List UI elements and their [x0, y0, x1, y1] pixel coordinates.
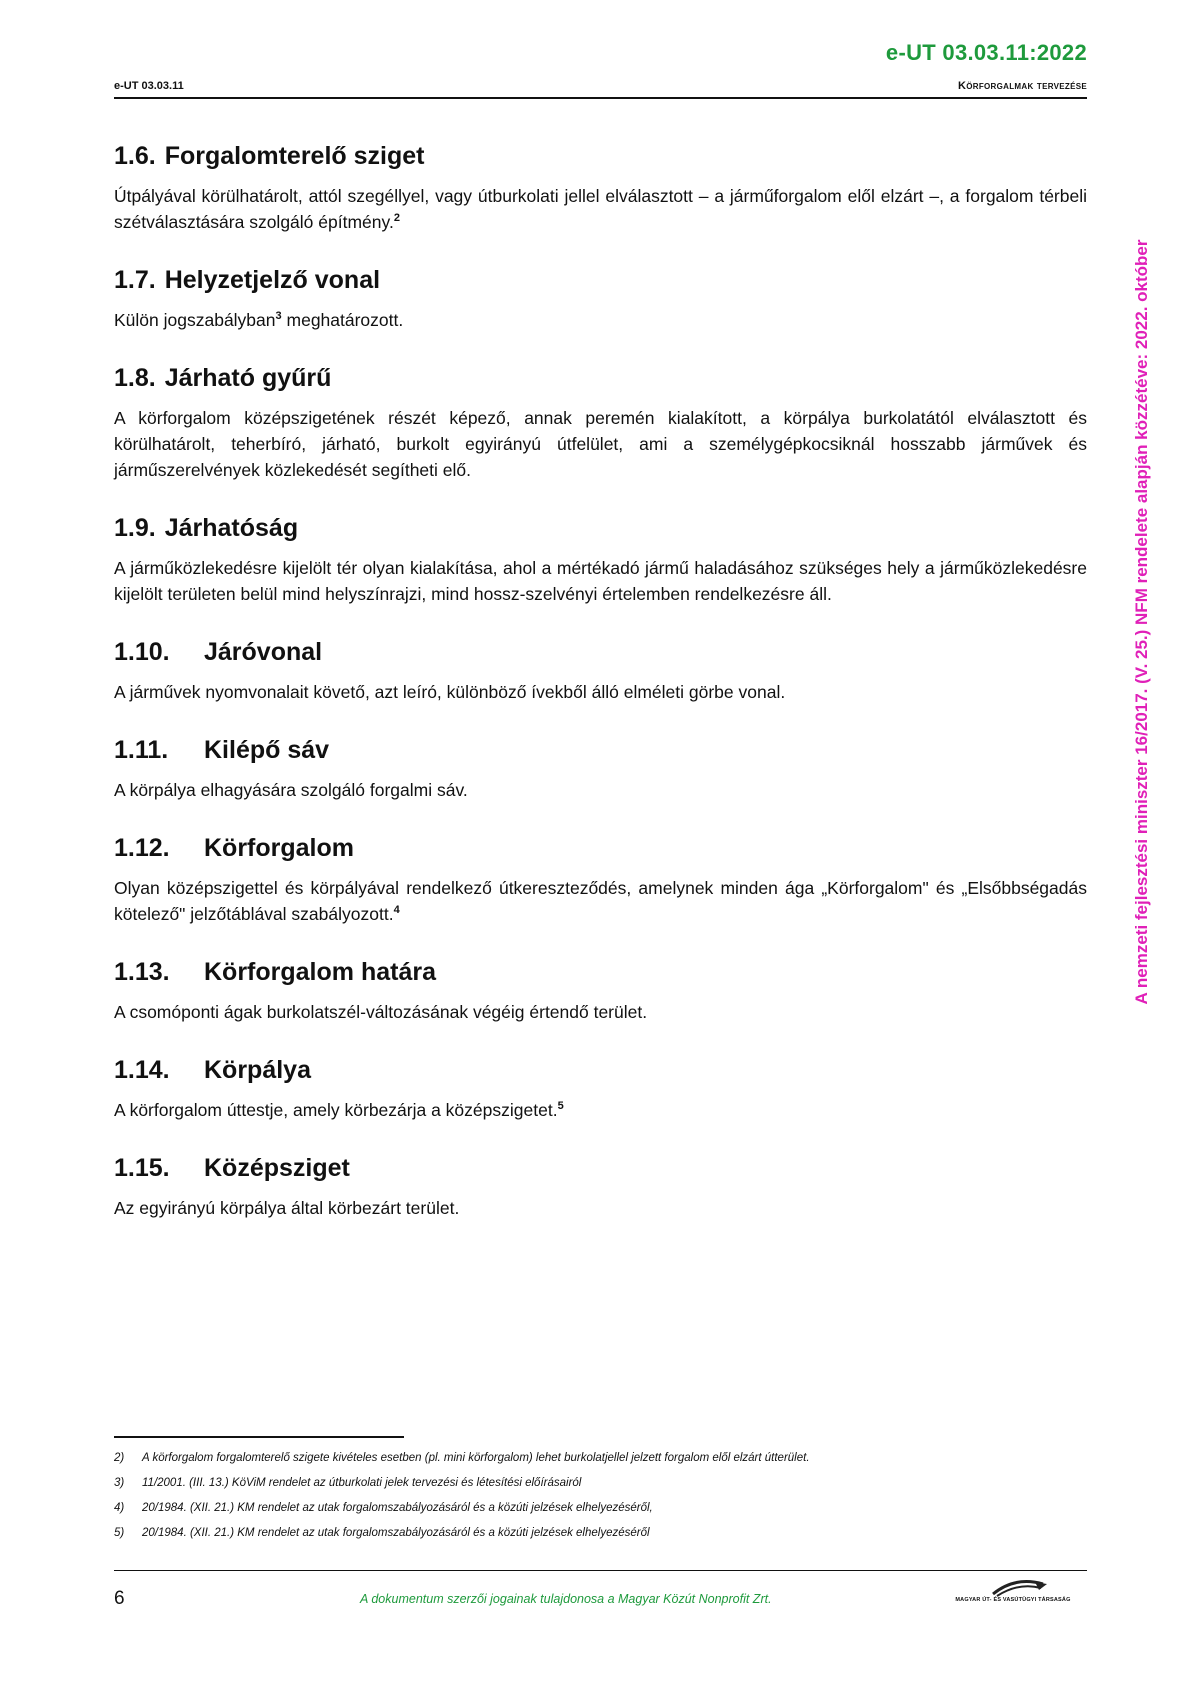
society-logo-icon [935, 1574, 1091, 1614]
footnote-ref[interactable]: 5 [557, 1100, 564, 1112]
section-number: 1.10. [114, 638, 170, 666]
section [114, 362, 1087, 483]
footnotes [114, 1446, 1094, 1546]
section [114, 1152, 1087, 1221]
document-code: e-UT 03.03.11:2022 [885, 40, 1087, 65]
footer-rule [114, 1570, 1087, 1571]
page-number: 6 [114, 1588, 125, 1609]
section [114, 832, 1087, 927]
footnote [114, 1471, 1094, 1496]
section-heading [114, 512, 1087, 544]
section [114, 734, 1087, 803]
footnote [114, 1521, 1094, 1546]
section [114, 1054, 1087, 1123]
section [114, 512, 1087, 607]
footnote [114, 1446, 1094, 1471]
section-body: A körpálya elhagyására szolgáló forgalmi sáv. [114, 780, 468, 800]
section-number: 1.8. [114, 364, 156, 392]
section-heading [114, 734, 1087, 766]
footnote-ref[interactable]: 3 [275, 310, 282, 322]
section-heading [114, 832, 1087, 864]
footnote-number: 3) [114, 1477, 125, 1489]
footnote-ref[interactable]: 2 [393, 212, 400, 224]
footnote-text: 11/2001. (III. 13.) KöViM rendelet az útburkolati jelek tervezési és létesítési előírásairól [142, 1477, 582, 1489]
section-number: 1.15. [114, 1154, 170, 1182]
section-heading [114, 362, 1087, 394]
footnote-text: A körforgalom forgalomterelő szigete kivételes esetben (pl. mini körforgalom) lehet burkolatjellel jelzett forgalom elől elzárt útterület. [142, 1452, 810, 1464]
header-rule [114, 97, 1087, 99]
footnote-text: 20/1984. (XII. 21.) KM rendelet az utak forgalomszabályozásáról és a közúti jelzések elhelyezéséről, [142, 1502, 653, 1514]
section-title: Helyzetjelző vonal [164, 266, 381, 294]
footnote-number: 4) [114, 1502, 125, 1514]
section-body: A csomóponti ágak burkolatszél-változásának végéig értendő terület. [114, 1002, 648, 1022]
section-title: Forgalomterelő sziget [164, 142, 425, 170]
section-number: 1.7. [114, 266, 156, 294]
section-body: A járműközlekedésre kijelölt tér olyan kialakítása, ahol a mértékadó jármű haladásához szükséges hely a járműközlekedésre kijelölt területen belül mind helyszínrajzi, mind hossz-szelvényi értelemben rendelkezésre áll. [114, 558, 1087, 604]
section-text: Útpályával körülhatárolt, attól szegéllyel, vagy útburkolati jellel elválasztott – a járműforgalom elől elzárt –, a forgalom térbeli szétválasztására szolgáló építmény. [114, 186, 1087, 232]
section-heading [114, 636, 1087, 668]
section-heading [114, 956, 1087, 988]
section [114, 140, 1087, 235]
section-body: Az egyirányú körpálya által körbezárt terület. [114, 1198, 460, 1218]
content [114, 140, 1087, 1250]
section-number: 1.9. [114, 514, 156, 542]
section-body [114, 875, 1087, 927]
section-text: Külön jogszabályban [114, 310, 276, 330]
section-heading [114, 1152, 1087, 1184]
section-title: Kilépő sáv [204, 736, 330, 764]
section [114, 264, 1087, 333]
logo-text: MAGYAR ÚT- ÉS VASÚTÜGYI TÁRSASÁG [955, 1597, 1071, 1603]
section-number: 1.11. [114, 736, 169, 764]
section-title: Járható gyűrű [164, 364, 332, 392]
footnote-separator [114, 1436, 404, 1438]
section [114, 636, 1087, 705]
footnote-number: 2) [114, 1452, 125, 1464]
section-heading [114, 1054, 1087, 1086]
section-number: 1.14. [114, 1056, 170, 1084]
copyright-notice: A dokumentum szerzői jogainak tulajdonosa a Magyar Közút Nonprofit Zrt. [360, 1592, 772, 1606]
section-body: A körforgalom középszigetének részét képező, annak peremén kialakított, a körpálya burkolatától elválasztott és körülhatárolt, teherbíró, járható, burkolt egyirányú útfelület, ami a személygépkocsiknál hosszabb járművek és járműszerelvények közlekedését segítheti elő. [114, 408, 1087, 480]
section-number: 1.6. [114, 142, 156, 170]
section-title: Körforgalom [204, 834, 354, 862]
section-title: Körpálya [204, 1056, 311, 1084]
section-body [114, 1097, 1087, 1123]
section-body: A járművek nyomvonalait követő, azt leíró, különböző ívekből álló elméleti görbe vonal. [114, 682, 786, 702]
footnote-number: 5) [114, 1527, 125, 1539]
header-left-code: e-UT 03.03.11 [114, 80, 184, 92]
section-title: Járóvonal [204, 638, 323, 666]
section-number: 1.12. [114, 834, 170, 862]
section-text-after: meghatározott. [281, 310, 404, 330]
section-text: A körforgalom úttestje, amely körbezárja a középszigetet. [114, 1100, 558, 1120]
section-body [114, 307, 1087, 333]
header-chapter-title: Körforgalmak tervezése [957, 80, 1087, 92]
section-title: Járhatóság [164, 514, 299, 542]
section-number: 1.13. [114, 958, 170, 986]
section-body [114, 183, 1087, 235]
section [114, 956, 1087, 1025]
section-title: Körforgalom határa [204, 958, 436, 986]
footnote-text: 20/1984. (XII. 21.) KM rendelet az utak forgalomszabályozásáról és a közúti jelzések elhelyezéséről [142, 1527, 650, 1539]
section-heading [114, 140, 1087, 172]
section-heading [114, 264, 1087, 296]
footnote [114, 1496, 1094, 1521]
section-title: Középsziget [204, 1154, 350, 1182]
footnote-ref[interactable]: 4 [393, 904, 400, 916]
publication-notice: A nemzeti fejlesztési miniszter 16/2017. (V. 25.) NFM rendelete alapján közzétéve: 2022. október [1132, 239, 1151, 1005]
section-text: Olyan középszigettel és körpályával rendelkező útkereszteződés, amelynek minden ága „Körforgalom" és „Elsőbbségadás kötelező" jelzőtáblával szabályozott. [114, 878, 1087, 924]
